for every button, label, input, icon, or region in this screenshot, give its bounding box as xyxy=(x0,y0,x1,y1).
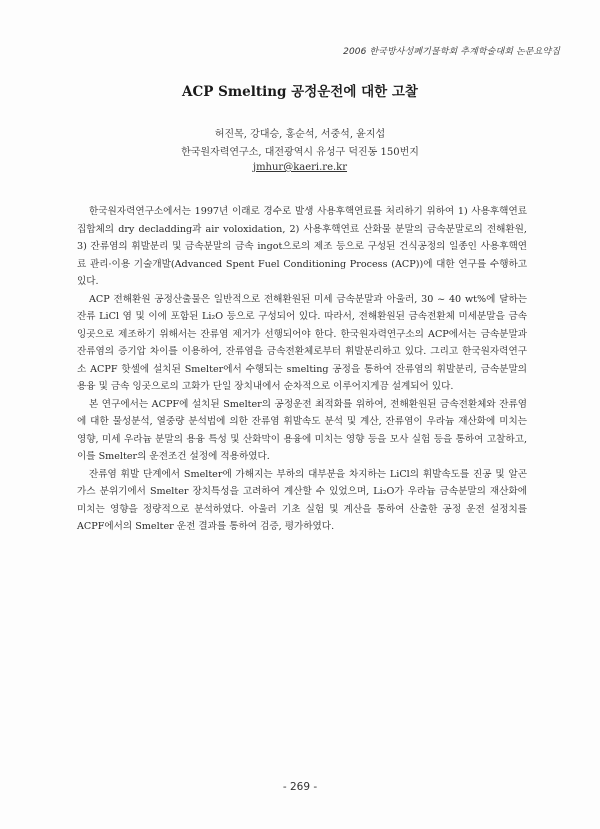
conference-header: 2006 한국방사성폐기물학회 추계학술대회 논문요약집 xyxy=(343,47,560,57)
paragraph-1: 한국원자력연구소에서는 1997년 이래로 경수로 발생 사용후핵연료를 처리하기 위하여 1) 사용후핵연료 집합체의 dry decladding과 air voloxidation, 2) 사용후핵연료 산화물 분말의 금속분말로의 전해환원, 3) 잔류염의 휘발분리 및 금속분말의 금속 ingot으로의 제조 등으로 구성된 건식공정의 일종인 사용후핵연료 관리·이용 기술개발(Advanced Spent Fuel Conditioning Process (ACP))에 대한 연구를 수행하고 있다. xyxy=(77,206,527,287)
paragraph-4: 잔류염 휘발 단계에서 Smelter에 가해지는 부하의 대부분을 차지하는 LiCl의 휘발속도를 진공 및 알곤 가스 분위기에서 Smelter 장치특성을 고려하여 계산할 수 있었으며, Li₂O가 우라늄 금속분말의 재산화에 미치는 영향을 정량적으로 분석하였다. 아울러 기초 실험 및 계산을 통하여 산출한 공정 운전 설정치를 ACPF에서의 Smelter 운전 결과를 통하여 검증, 평가하였다. xyxy=(77,468,527,532)
author-email[interactable]: jmhur@kaeri.re.kr xyxy=(252,162,348,173)
paragraph-3: 본 연구에서는 ACPF에 설치된 Smelter의 공정운전 최적화를 위하여, 전해환원된 금속전환체와 잔류염에 대한 물성분석, 열중량 분석법에 의한 잔류염 휘발속도 분석 및 계산, 잔류염이 우라늄 재산화에 미치는 영향, 미세 우라늄 분말의 용융 특성 및 산화막이 용융에 미치는 영향 등을 모사 실험 등을 통하여 고찰하고, 이를 Smelter의 운전조건 설정에 적용하였다. xyxy=(77,398,527,462)
authors: 허진목, 강대승, 홍순석, 서중석, 윤지섭 xyxy=(214,129,386,140)
affiliation: 한국원자력연구소, 대전광역시 유성구 덕진동 150번지 xyxy=(181,147,419,158)
paper-title: ACP Smelting 공정운전에 대한 고찰 xyxy=(182,84,418,100)
paragraph-2: ACP 전해환원 공정산출물은 일반적으로 전해환원된 미세 금속분말과 아울러, 30 ~ 40 wt%에 달하는 잔류 LiCl 염 및 이에 포함된 Li₂O 등으로 구성되어 있다. 따라서, 전해환원된 금속전환체 미세분말을 금속잉곳으로 제조하기 위해서는 잔류염 제거가 선행되어야 한다. 한국원자력연구소의 ACP에서는 금속분말과 잔류염의 증기압 차이를 이용하여, 잔류염을 금속전환체로부터 휘발분리하고 있다. 그리고 한국원자력연구소 ACPF 핫셀에 설치된 Smelter에서 수행되는 smelting 공정을 통하여 잔류염의 휘발분리, 금속분말의 용융 및 금속 잉곳으로의 고화가 단일 장치내에서 순차적으로 이루어지게끔 설계되어 있다. xyxy=(77,293,527,392)
abstract-body xyxy=(77,203,527,536)
page-number: - 269 - xyxy=(282,781,318,793)
